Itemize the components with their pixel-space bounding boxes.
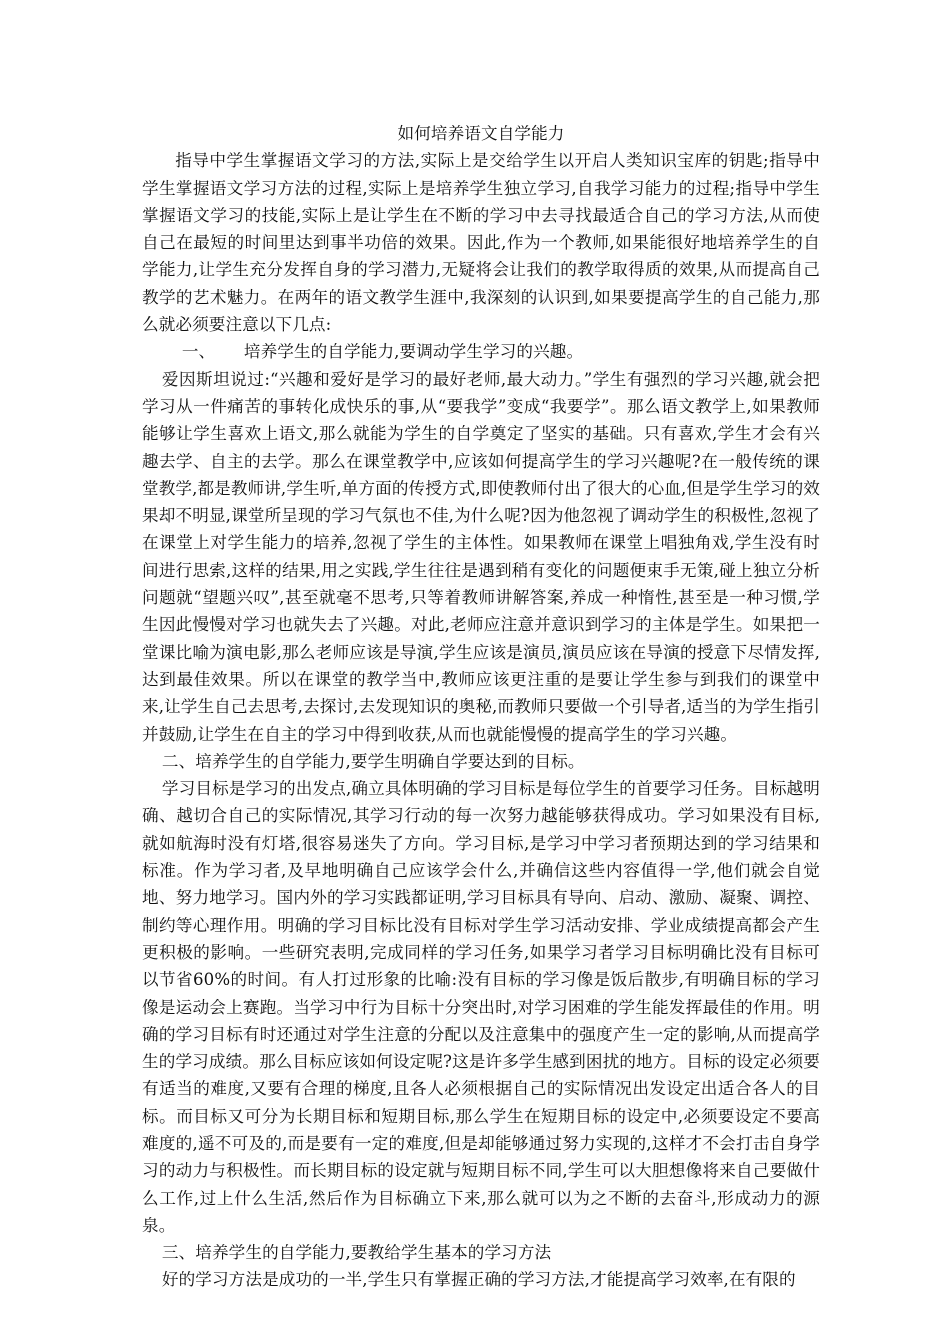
intro-paragraph: 指导中学生掌握语文学习的方法,实际上是交给学生以开启人类知识宝库的钥匙;指导中学生掌握语文学习方法的过程,实际上是培养学生独立学习,自我学习能力的过程;指导中学生掌握语文学习的技能,实际上是让学生在不断的学习中去寻找最适合自己的学习方法,从而使自己在最短的时间里达到事半功倍的效果。因此,作为一个教师,如果能很好地培养学生的自学能力,让学生充分发挥自身的学习潜力,无疑将会让我们的教学取得质的效果,从而提高自己教学的艺术魅力。在两年的语文教学生涯中,我深刻的认识到,如果要提高学生的自己能力,那么就必须要注意以下几点: — [142, 151, 820, 335]
section2-heading: 二、培养学生的自学能力,要学生明确自学要达到的目标。 — [161, 751, 585, 771]
section1-number: 一、 — [181, 342, 216, 362]
document-title: 如何培养语文自学能力 — [397, 124, 565, 143]
section3-heading: 三、培养学生的自学能力,要教给学生基本的学习方法 — [161, 1243, 552, 1263]
section1-paragraph: 爱因斯坦说过:“兴趣和爱好是学习的最好老师,最大动力。”学生有强烈的学习兴趣,就会把学习从一件痛苦的事转化成快乐的事,从“要我学”变成“我要学”。那么语文教学上,如果教师能够让学生喜欢上语文,那么就能为学生的自学奠定了坚实的基础。只有喜欢,学生才会有兴趣去学、自主的去学。那么在课堂教学中,应该如何提高学生的学习兴趣呢?在一般传统的课堂教学,都是教师讲,学生听,单方面的传授方式,即使教师付出了很大的心血,但是学生学习的效果却不明显,课堂所呈现的学习气氛也不佳,为什么呢?因为他忽视了调动学生的积极性,忽视了在课堂上对学生能力的培养,忽视了学生的主体性。如果教师在课堂上唱独角戏,学生没有时间进行思索,这样的结果,用之实践,学生往往是遇到稍有变化的问题便束手无策,碰上独立分析问题就“望题兴叹”,甚至就毫不思考,只等着教师讲解答案,养成一种惰性,甚至是一种习惯,学生因此慢慢对学习也就失去了兴趣。对此,老师应注意并意识到学习的主体是学生。如果把一堂课比喻为演电影,那么老师应该是导演,学生应该是演员,演员应该在导演的授意下尽情发挥,达到最佳效果。所以在课堂的教学当中,教师应该更注重的是要让学生参与到我们的课堂中来,让学生自己去思考,去探讨,去发现知识的奥秘,而教师只要做一个引导者,适当的为学生指引并鼓励,让学生在自主的学习中得到收获,从而也就能慢慢的提高学生的学习兴趣。 — [142, 369, 820, 744]
section2-paragraph: 学习目标是学习的出发点,确立具体明确的学习目标是每位学生的首要学习任务。目标越明确、越切合自己的实际情况,其学习行动的每一次努力越能够获得成功。学习如果没有目标,就如航海时没有灯塔,很容易迷失了方向。学习目标,是学习中学习者预期达到的学习结果和标准。作为学习者,及早地明确自己应该学会什么,并确信这些内容值得一学,他们就会自觉地、努力地学习。国内外的学习实践都证明,学习目标具有导向、启动、激励、凝聚、调控、制约等心理作用。明确的学习目标比没有目标对学生学习活动安排、学业成绩提高都会产生更积极的影响。一些研究表明,完成同样的学习任务,如果学习者学习目标明确比没有目标可以节省60%的时间。有人打过形象的比喻:没有目标的学习像是饭后散步,有明确目标的学习像是运动会上赛跑。当学习中行为目标十分突出时,对学习困难的学生能发挥最佳的作用。明确的学习目标有时还通过对学生注意的分配以及注意集中的强度产生一定的影响,从而提高学生的学习成绩。那么目标应该如何设定呢?这是许多学生感到困扰的地方。目标的设定必须要有适当的难度,又要有合理的梯度,且各人必须根据自己的实际情况出发设定出适合各人的目标。而目标又可分为长期目标和短期目标,那么学生在短期目标的设定中,必须要设定不要高难度的,遥不可及的,而是要有一定的难度,但是却能够通过努力实现的,这样才不会打击自身学习的动力与积极性。而长期目标的设定就与短期目标不同,学生可以大胆想像将来自己要做什么工作,过上什么生活,然后作为目标确立下来,那么就可以为之不断的去奋斗,形成动力的源泉。 — [142, 779, 820, 1235]
document-body — [142, 120, 820, 1294]
section3-paragraph: 好的学习方法是成功的一半,学生只有掌握正确的学习方法,才能提高学习效率,在有限的 — [161, 1270, 796, 1290]
section1-heading — [142, 338, 820, 365]
section1-heading-text: 培养学生的自学能力,要调动学生学习的兴趣。 — [243, 342, 584, 362]
